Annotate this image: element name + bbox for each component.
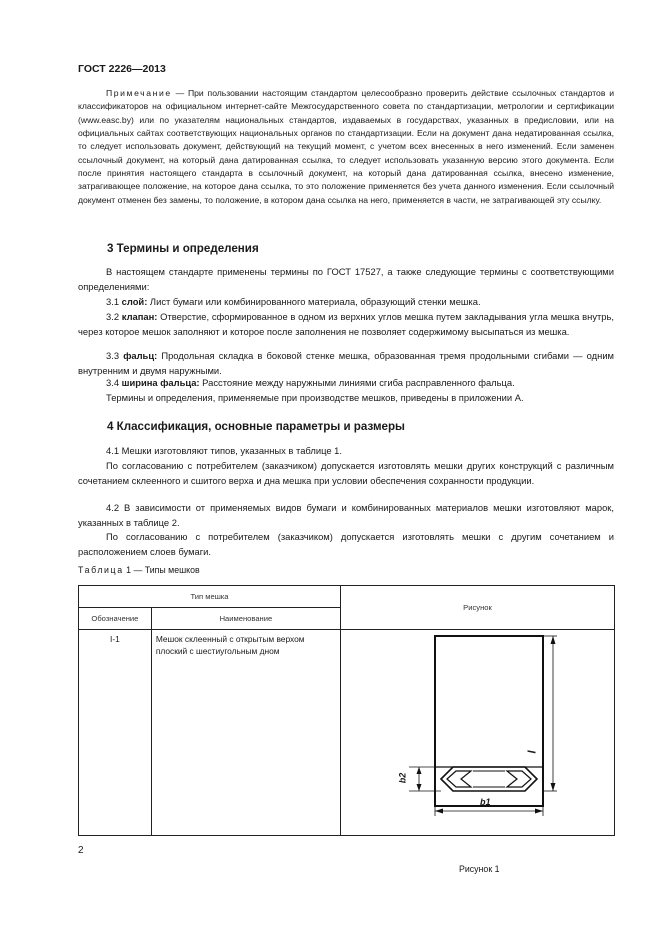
term-definition: Отверстие, сформированное в одном из верхних углов мешка путем закладывания угла мешка внутрь, через которое мешок заполняют и которое после заполнения не позволяет содержимому высыпаться из мешка.: [78, 311, 614, 338]
note-label: Примечание: [106, 88, 172, 98]
term-3-3: [78, 348, 614, 378]
term-name: клапан:: [121, 311, 158, 322]
types-table: [78, 585, 615, 874]
section-4-para-3: 4.2 В зависимости от применяемых видов бумаги и комбинированных материалов мешки изготовляют марок, указанных в таблице 2.: [78, 502, 614, 529]
term-name: слой:: [121, 296, 148, 307]
term-name: фальц:: [123, 350, 158, 361]
section-4-para-1: 4.1 Мешки изготовляют типов, указанных в таблице 1.: [106, 445, 342, 456]
note-paragraph: [78, 87, 614, 207]
section-3-title: 3 Термины и определения: [107, 242, 259, 255]
term-definition: Расстояние между наружными линиями сгиба расправленного фальца.: [199, 377, 515, 388]
term-3-2: [78, 309, 614, 339]
note-text: — При пользовании настоящим стандартом целесообразно проверить действие ссылочных стандартов и классификаторов на официальном интернет-сайте Межгосударственного совета по стандартизации, метрологии и сертификации (www.easc.by) или по указателям национальных стандартов, издаваемых в государствах, указанных в предисловии, или на официальных сайтах соответствующих национальных органов по стандартизации. Если на документ дана недатированная ссылка, то следует использовать документ, действующий на текущий момент, с учетом всех внесенных в него изменений. Если заменен ссылочный документ, на который дана датированная ссылка, то следует использовать указанную версию этого документа. Если после принятия настоящего стандарта в ссылочный документ, на который дана датированная ссылка, внесено изменение, затрагивающее положение, на которое дана ссылка, то это положение применяется без учета данного изменения. Если ссылочный документ отменен без замены, то положение, в котором дана ссылка на него, применяется в части, не затрагивающей эту ссылку.: [78, 88, 614, 205]
table-caption: [78, 565, 200, 575]
figure-caption: Рисунок 1: [459, 864, 500, 874]
table-caption-label: Таблица: [78, 565, 124, 575]
section-4-para-2: По согласованию с потребителем (заказчиком) допускается изготовлять мешки других конструкций с различным сочетанием склеенного и сшитого верха и дна мешка при условии обеспечения сохранности продукции.: [78, 460, 614, 487]
table-head-name: Наименование: [151, 608, 340, 630]
table-row: [79, 630, 615, 836]
term-number: 3.3: [106, 350, 120, 361]
term-definition: Лист бумаги или комбинированного материала, образующий стенки мешка.: [147, 296, 481, 307]
dim-label-width: b1: [480, 797, 491, 807]
table-head-figure: Рисунок: [341, 586, 615, 630]
term-3-1: [78, 294, 614, 309]
bag-outline: [435, 636, 543, 806]
section-3-intro: В настоящем стандарте применены термины по ГОСТ 17527, а также следующие термины с соответствующими определениями:: [78, 266, 614, 293]
document-header: ГОСТ 2226—2013: [78, 63, 166, 75]
term-number: 3.2: [106, 311, 120, 322]
term-number: 3.1: [106, 296, 120, 307]
bag-drawing: [341, 630, 613, 834]
cell-figure: [341, 630, 615, 874]
table-caption-text: 1 — Типы мешков: [123, 565, 200, 575]
page-number: 2: [78, 845, 84, 856]
cell-code: I-1: [79, 630, 152, 836]
cell-name: Мешок склеенный с открытым верхом плоский с шестиугольным дном: [151, 630, 340, 836]
section-4-para-4: По согласованию с потребителем (заказчиком) допускается изготовлять мешки с другим сочетанием и расположением слоев бумаги.: [78, 531, 614, 558]
term-3-4: [78, 375, 614, 390]
dim-label-height: b2: [397, 772, 408, 784]
table-head-type: Тип мешка: [79, 586, 341, 608]
table-head-code: Обозначение: [79, 608, 152, 630]
term-name: ширина фальца:: [121, 377, 200, 388]
term-number: 3.4: [106, 377, 120, 388]
section-3-closing: Термины и определения, применяемые при производстве мешков, приведены в приложении А.: [106, 392, 524, 403]
term-definition: Продольная складка в боковой стенке мешка, образованная тремя продольными сгибами — одним внутренним и двумя наружными.: [78, 350, 614, 377]
dim-label-length: l: [526, 750, 539, 754]
section-4-title: 4 Классификация, основные параметры и размеры: [107, 420, 405, 433]
